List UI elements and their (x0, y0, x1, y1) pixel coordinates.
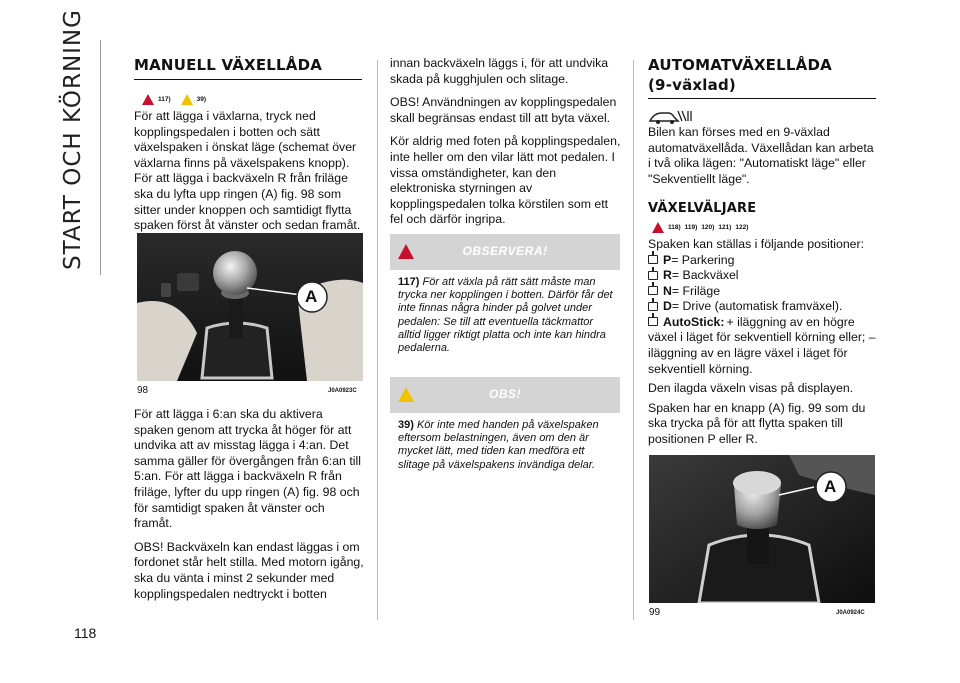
right-column (648, 56, 876, 448)
heading-rule (648, 98, 876, 99)
warning-icon (652, 222, 664, 233)
warn-ref: 39) (196, 96, 207, 103)
figure-number: 99 (649, 607, 661, 618)
gear-item-d (648, 299, 876, 315)
figure-99-photo (649, 455, 875, 603)
warning-box (390, 234, 620, 361)
warning-refs (142, 94, 362, 105)
figure-label-a: A (824, 477, 837, 496)
gear-key: AutoStick: (663, 314, 725, 329)
shift-icon (648, 271, 658, 280)
middle-column (390, 56, 622, 228)
figure-code: J0A0924C (836, 610, 865, 616)
paragraph: innan backväxeln läggs i, för att undvika skada på kugghjulen och slitage. (390, 56, 609, 86)
gear-key: D (663, 299, 672, 314)
section-divider (100, 40, 101, 275)
figure-label-a: A (305, 287, 318, 306)
section-title: START OCH KÖRNING (60, 9, 86, 270)
gear-key: P (663, 252, 672, 267)
warning-icon (142, 94, 154, 105)
note-box-body (390, 413, 620, 478)
gear-selector-heading: VÄXELVÄLJARE (648, 201, 757, 217)
shift-icon (648, 302, 658, 311)
box-text: För att växla på rätt sätt måste man trycka ner kopplingen i botten. Därför får det inte finnas några hinder på golvet under pedalen: Se till att eventuella täckmattor alltid ligger riktigt platta och inte kan hindra pedalerna. (398, 276, 613, 355)
column-divider (377, 60, 378, 620)
left-column (134, 56, 362, 234)
paragraph: För att lägga i 6:an ska du aktivera spaken genom att trycka åt höger för att undvika att av misstag lägga i 4:an. Det samma gäller för övergången från 6:an till 5:an. För att lägga i backväxeln R från friläge, lyfter du upp ringen (A) fig. 98 och för samtidigt spaken åt vänster och framåt. (134, 407, 361, 531)
box-text: Kör inte med handen på växelspaken eftersom belastningen, även om den är mycket lätt, med tiden kan medföra ett slitage på växelspakens invändiga delar. (398, 419, 599, 471)
note-box-header (390, 377, 620, 413)
warn-ref: 119) (684, 224, 698, 232)
figure-number: 98 (137, 385, 149, 396)
warning-box-title: OBSERVERA! (462, 244, 548, 258)
note-box-title: OBS! (489, 387, 521, 401)
left-column-lower (134, 407, 364, 602)
warning-refs (652, 222, 876, 233)
warn-ref: 118) (668, 224, 681, 232)
gear-desc: = Backväxel (671, 268, 739, 283)
figure-98-photo (137, 233, 363, 381)
gear-list (648, 253, 876, 331)
caution-icon (181, 94, 193, 105)
paragraph: Den ilagda växeln visas på displayen. (648, 381, 854, 396)
gear-desc: + iläggning av en högre (726, 314, 855, 329)
paragraph: Kör aldrig med foten på kopplingspedalen, inte heller om den vilar lätt mot pedalen. I vissa omständigheter, kan den elektroniska styrningen av kopplingspedalen tolka körstilen som ett fel och därför ingripa. (390, 134, 621, 227)
manual-gearbox-heading: MANUELL VÄXELLÅDA (134, 56, 323, 74)
figure-code: J0A0923C (328, 388, 357, 394)
automatic-gearbox-subheading: (9-växlad) (648, 76, 736, 94)
gear-item-r (648, 268, 876, 284)
shift-icon (648, 286, 658, 295)
car-variant-icon (648, 107, 876, 125)
gear-key: R (663, 268, 672, 283)
paragraph: OBS! Användningen av kopplingspedalen skall begränsas endast till att byta växel. (390, 95, 617, 125)
page-number: 118 (74, 625, 97, 641)
shift-icon (648, 255, 658, 264)
gear-item-autostick (648, 315, 876, 331)
warning-box-body (390, 270, 620, 361)
paragraph: Spaken kan ställas i följande positioner: (648, 237, 865, 252)
shift-icon (648, 317, 658, 326)
gear-item-n (648, 284, 876, 300)
paragraph: växel i läget för sekventiell körning eller; – iläggning av en lägre växel i läget för sekventiell körning. (648, 330, 876, 376)
warn-ref: 122) (735, 224, 749, 232)
warn-ref: 117) (158, 96, 171, 103)
paragraph: Bilen kan förses med en 9-växlad automatväxellåda. Växellådan kan arbeta i två olika lägen: "Automatiskt läge" eller "Sekventiellt läge". (648, 125, 874, 186)
warn-ref: 120) (701, 224, 715, 232)
warn-ref: 121) (718, 224, 732, 232)
automatic-gearbox-heading: AUTOMATVÄXELLÅDA (648, 56, 832, 74)
gear-desc: = Drive (automatisk framväxel). (671, 299, 843, 314)
gear-key: N (663, 283, 672, 298)
gear-desc: = Parkering (671, 252, 735, 267)
gear-item-p (648, 253, 876, 269)
column-divider (633, 60, 634, 620)
heading-rule (134, 79, 362, 80)
paragraph: Spaken har en knapp (A) fig. 99 som du ska trycka på för att flytta spaken till positionen P eller R. (648, 400, 866, 447)
paragraph: OBS! Backväxeln kan endast läggas i om fordonet står helt stilla. Med motorn igång, ska du vänta i minst 2 sekunder med kopplingspedalen nedtryckt i botten (134, 539, 364, 601)
paragraph: För att lägga i växlarna, tryck ned kopplingspedalen i botten och sätt växelspaken i önskat läge (schemat över växlarna finns på växelspakens knopp). För att lägga i backväxeln R från friläge ska du lyfta upp ringen (A) fig. 98 som sitter under knoppen och samtidigt flytta spaken först åt vänster och sedan framåt. (134, 109, 361, 233)
box-ref: 117) (398, 276, 420, 288)
gear-desc: = Friläge (671, 283, 721, 298)
box-ref: 39) (398, 419, 414, 431)
note-box (390, 377, 620, 478)
warning-box-header (390, 234, 620, 270)
